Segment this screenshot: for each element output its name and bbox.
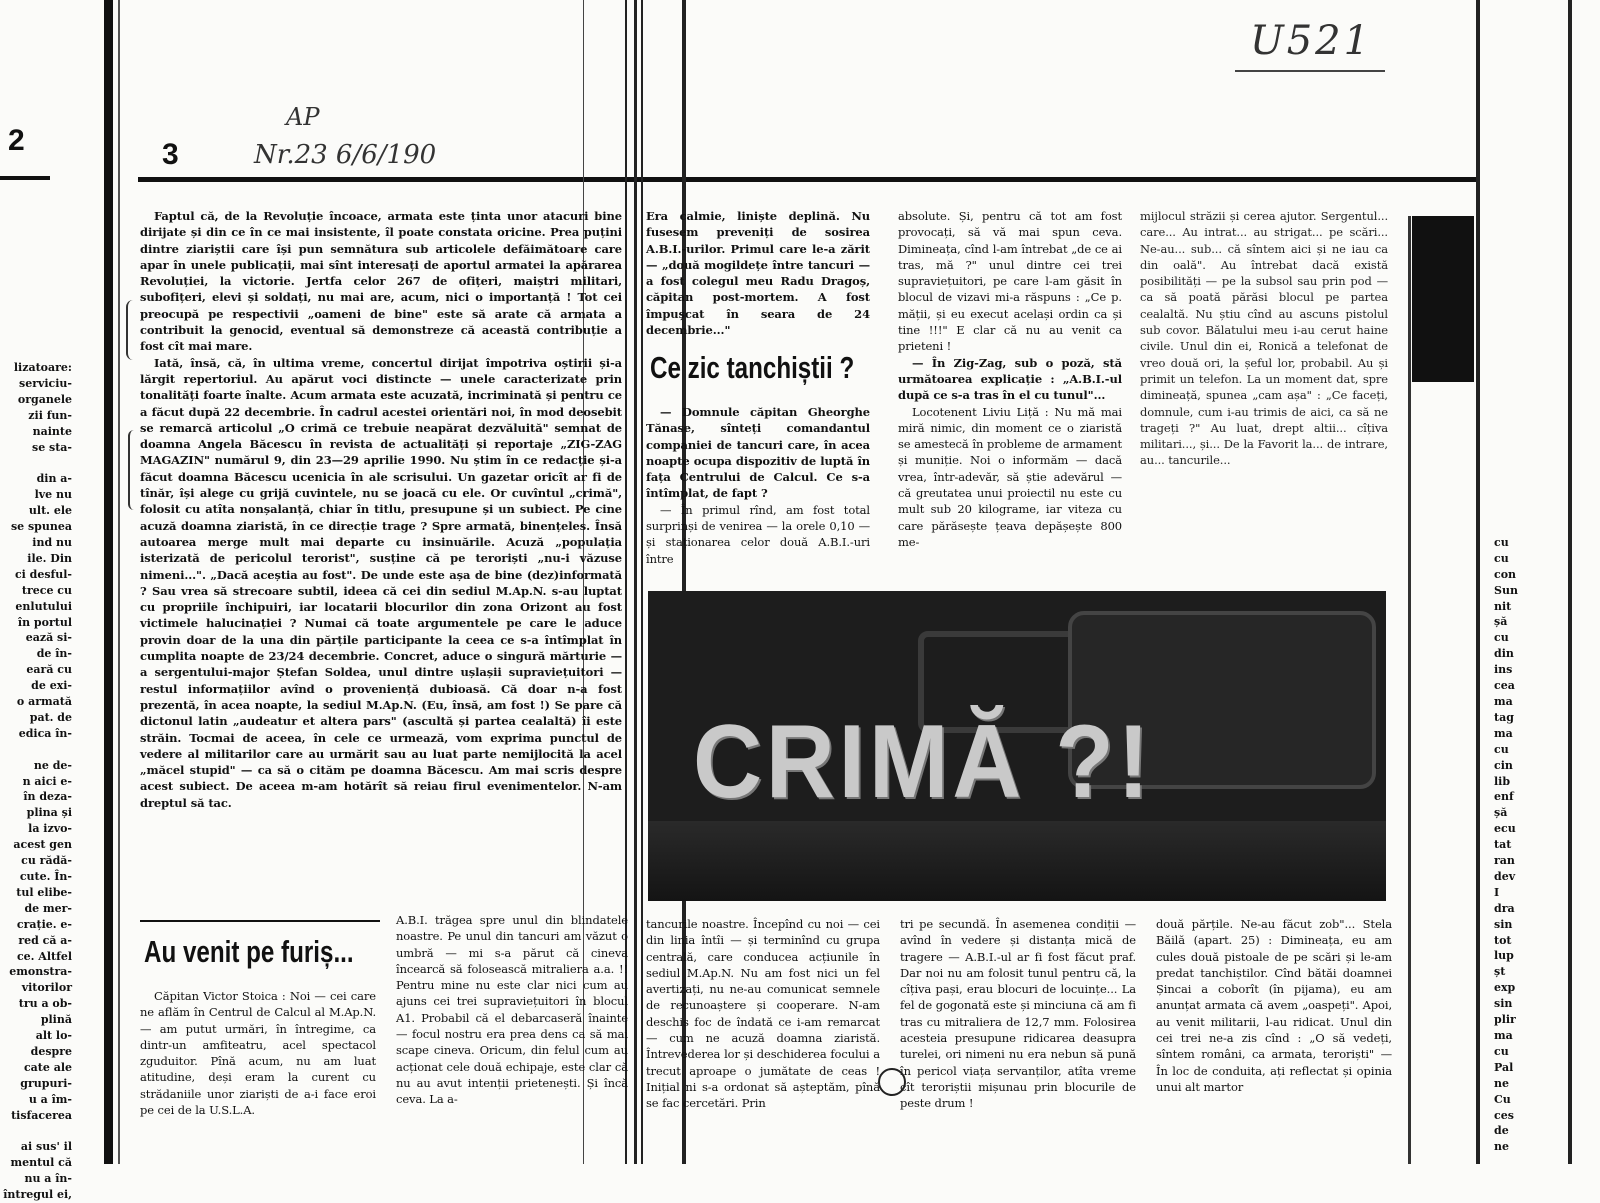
text-fragment-line	[1494, 328, 1574, 344]
text-fragment-line: ne	[1494, 1076, 1509, 1090]
text-fragment-line: Cu	[1494, 1092, 1511, 1106]
article-column-4	[1140, 208, 1388, 584]
text-fragment-line: lup	[1494, 949, 1514, 963]
text-fragment-line: pat. de	[29, 710, 72, 724]
text-fragment-line: ces	[1494, 1108, 1514, 1122]
page-gutter-line-thin	[118, 0, 120, 1164]
text-fragment-line: în deza-	[23, 790, 72, 804]
bottom-column-1	[140, 988, 376, 1164]
left-page-number: 2	[8, 124, 25, 157]
text-fragment-line	[1494, 169, 1574, 185]
text-fragment-line	[1494, 90, 1574, 106]
text-fragment-line: ai sus' il	[20, 1140, 72, 1154]
text-fragment-line: cea	[1494, 679, 1515, 693]
text-fragment-line	[1494, 296, 1574, 312]
left-page-edge	[0, 0, 112, 1202]
text-fragment-line: serviciu-	[19, 376, 72, 390]
text-fragment-line: vitorilor	[21, 981, 72, 995]
text-fragment-line: întregul ei,	[3, 1188, 72, 1202]
text-fragment-line	[1494, 233, 1574, 249]
text-fragment-line	[1494, 74, 1574, 90]
text-fragment-line: cute. În-	[19, 870, 72, 883]
right-page-text-fragment	[1494, 10, 1574, 1154]
text-fragment-line: ne	[1494, 1140, 1509, 1154]
text-fragment-line: ma	[1494, 1029, 1513, 1042]
text-fragment-line: red că a-	[18, 933, 72, 947]
text-fragment-line: enf	[1494, 790, 1514, 804]
text-fragment-line: I	[1494, 885, 1500, 899]
right-page-dark-block	[1412, 216, 1474, 382]
text-fragment-line: organele	[17, 392, 72, 406]
text-fragment-line: tul elibe-	[16, 885, 72, 899]
bottom-column-3	[646, 916, 880, 1164]
text-fragment-line: nainte	[32, 424, 72, 438]
text-fragment-line: de în-	[36, 647, 72, 661]
text-fragment-line	[1494, 249, 1574, 265]
text-fragment-line: cate ale	[23, 1060, 72, 1074]
article-paragraph: — În Zig-Zag, sub o poză, stă următoarea explicație : „A.B.I.-ul după ce s-a tras în el cu tunul"...	[898, 355, 1122, 403]
page-number: 3	[162, 138, 179, 171]
text-fragment-line: cin	[1494, 758, 1513, 772]
text-fragment-line: emonstra-	[9, 965, 72, 979]
right-page-frame	[1408, 216, 1411, 1164]
text-fragment-line: la izvo-	[28, 822, 72, 836]
text-fragment-line: lib	[1494, 774, 1511, 788]
scan-streak	[634, 0, 637, 1164]
text-fragment-line	[1494, 280, 1574, 296]
text-fragment-line: plir	[1494, 1013, 1516, 1027]
text-fragment-line	[1494, 360, 1574, 376]
text-fragment-line	[1494, 185, 1574, 201]
text-fragment-line	[1494, 201, 1574, 217]
handwritten-circle-mark	[878, 1068, 906, 1096]
text-fragment-line: Sun	[1494, 583, 1518, 597]
header-rule	[138, 177, 1478, 182]
article-paragraph: Faptul că, de la Revoluție încoace, armata este ținta unor atacuri bine dirijate și din ce în ce mai insistente, îl poate constata oricine. Prea puțini dintre ziariștii care își pun semnătura sub articolele defăimătoare care apar în unele publicații, mai sînt interesați de aportul armatei la apărarea Revoluției, la victorie. Jertfa celor 267 de ofițeri, maiștri militari, subofițeri, elevi și soldați, nu mai are, acum, nici o importanță ! Tot cei preocupă pe respectivii „oameni de bine" este să arate că armata a contribuit la genocid, eventual să demonstreze că această contribuție a fost cît mai mare.	[140, 209, 622, 354]
subheading-au-venit-pe-furis: Au venit pe furiș...	[144, 934, 354, 969]
handwritten-reference-number: U521	[1250, 18, 1373, 64]
text-fragment-line: alt lo-	[35, 1029, 72, 1043]
text-fragment-line	[1494, 217, 1574, 233]
text-fragment-line: de exi-	[31, 679, 72, 693]
text-fragment-line: o armată	[16, 695, 72, 709]
text-fragment-line: ne de-	[33, 758, 72, 772]
text-fragment-line: plina și	[26, 806, 72, 820]
article-paragraph: mijlocul străzii și cerea ajutor. Sergentul... care... Au intrat... au strigat... pe scări... Ne-au... sub... că sîntem aici și ne iau ca din oală". Au întrebat dacă există posibilități — pe la subsol sau prin pod — ca să poată părăsi blocul pe partea cealaltă. Nu știu cînd au ascuns pistolul sub covor. Bălatului meu i-au cerut haine civile. Unul din ei, Ronică a telefonat de vreo două ori, la șeful lor, probabil. Au și primit un telefon. La un moment dat, spre dimineață, spunea „cam așa" : „Ce faceți, domnule, cum i-au trimis de aici, ca să ne trageți ?" Au luat, drept altii... cîțiva militari..., și... De la Favorit la... de intrare, au... tancurile...	[1140, 209, 1388, 468]
text-fragment-line	[1494, 471, 1574, 487]
text-fragment-line: lve nu	[34, 488, 72, 502]
text-fragment-line: crație. e-	[16, 917, 72, 931]
text-fragment-line	[1494, 408, 1574, 424]
article-paragraph: tancurile noastre. Începînd cu noi — cei din linia întîi — și terminînd cu grupa centrală, care conducea acțiunile în sediul M.Ap.N. Nu am fost nici un fel avertizați, nu ne-au comunicat semnele de recunoaștere și cooperare. N-am deschis foc de îndată ce i-am remarcat — cum ne acuză doamna ziaristă. Întrevederea lor și deschiderea focului a trecut aproape o jumătate de ceas ! Inițial ni s-a ordonat să așteptăm, pînă se fac cercetări. Prin	[646, 917, 880, 1111]
text-fragment-line: șt	[1494, 965, 1506, 979]
text-fragment-line: cu	[1494, 631, 1509, 645]
text-fragment-line: ind nu	[32, 535, 72, 549]
text-fragment-line: u a îm-	[28, 1092, 72, 1106]
text-fragment-line	[1494, 439, 1574, 455]
scan-streak	[1476, 0, 1480, 1164]
text-fragment-line: ce. Altfel	[16, 949, 72, 963]
text-fragment-line	[1494, 265, 1574, 281]
text-fragment-line: cu	[1494, 742, 1509, 756]
interview-block	[646, 404, 870, 584]
article-paragraph: Căpitan Victor Stoica : Noi — cei care ne aflăm în Centrul de Calcul al M.Ap.N. — am putut urmări, în întregime, ca dintr-un amfiteatru, acel spectacol zguduitor. Pînă acum, nu am luat atitudine, deși eram la curent cu strădaniile unor ziariști de a-i face eroi pe cei de la U.S.L.A.	[140, 989, 376, 1118]
text-fragment-line: nit	[1494, 599, 1512, 613]
text-fragment-line: con	[1494, 567, 1517, 581]
handwritten-bracket-mark	[126, 300, 140, 360]
text-fragment-line: despre	[30, 1044, 72, 1058]
section-rule	[140, 920, 380, 922]
text-fragment-line: tisfacerea	[11, 1108, 72, 1122]
handwritten-issue-note: Nr.23 6/6/190	[254, 140, 437, 170]
text-fragment-line: eară cu	[26, 663, 72, 677]
text-fragment-line: cu	[1494, 551, 1509, 565]
left-page-rule	[0, 176, 50, 180]
article-paragraph: Iată, însă, că, în ultima vreme, concertul dirijat împotriva oștirii și-a lărgit repertoriul. Au apărut voci distincte — unele caracterizate prin tonalități foarte înalte. Acum armata este acuzată, incriminată și pentru ce a făcut după 22 decembrie. În cadrul acestei orientări noi, în mod deosebit se remarcă articolul „O crimă ce trebuie neapărat dezvăluită" semnat de doamna Angela Băcescu în revista de actualități și reportaje „ZIG-ZAG MAGAZIN" numărul 9, din 23—29 aprilie 1990. Nu știm în ce redacție și-a făcut doamna Băcescu ucenicia în ale scrisului. Un gazetar oricît ar fi de tînăr, își alege cu grijă cuvintele, nu se joacă cu ele. Or cuvîntul „crimă", folosit cu atîta nonșalanță, chiar în titlu, presupune și un subiect. Pe cine acuză doamna ziaristă, în ce direcție trage ? Spre armată, binențeles. Însă autoarea merge mult mai departe cu insinuările. Acuză „populația isterizată de pericolul terorist", susține că pe teroriști „nu-i văzuse nimeni...". „Dacă aceștia au fost". De unde este așa de bine (dez)informată ? Sau vrea să strecoare subtil, ideea că cei din sediul M.Ap.N. s-au luptat cu propriile închipuiri, iar locatarii blocurilor din zona Orizont au fost victimele halucinației ? Numai că toate argumentele pe care le aduce provin doar de la una din părțile participante la ceea ce s-a întîmplat în cumplita noapte de 23/24 decembrie. Concret, aduce o singură mărturie — a sergentului-major Ștefan Soldea, unul dintre ușlașii supraviețuitori — restul informațiilor avînd o proveniență dubioasă. Că doar n-a fost prezentă, în acea noapte, la sediul M.Ap.N. (Eu, însă, am fost !) Se pare că dictonul latin „audeatur et altera pars" (ascultă și partea cealaltă) îi este străin. Tocmai de aceea, în cele ce urmează, vom exprima punctul de vedere al militarilor care au urmărit sau au luat parte nemijlocită la acel „măcel stupid" — ca să o cităm pe doamna Băcescu. Am mai scris despre acest subiect. De aceea m-am hotărît să reiau firul evenimentelor. N-am dreptul să tac.	[140, 355, 622, 810]
text-fragment-line: edica în-	[18, 726, 72, 740]
text-fragment-line: tot	[1494, 933, 1512, 947]
article-paragraph: Locotenent Liviu Liță : Nu mă mai miră nimic, din moment ce o ziaristă se amestecă în probleme de armament și muniție. Noi o informăm — dacă vrea, într-adevăr, să știe adevărul — că greutatea unui proiectil nu este cu mult sub 20 kilograme, iar viteza cu care părăsește țeava depășește 800 me-	[898, 404, 1122, 549]
text-fragment-line	[1494, 10, 1574, 26]
article-paragraph: tri pe secundă. În asemenea condiții — avînd în vedere și distanța mică de tragere — A.B.I.-ul ar fi fost făcut praf. Dar noi nu am folosit tunul pentru că, la cîțiva pași, erau blocuri de locuințe... La fel de gogonată este și minciuna că am fi tras cu mitraliera de 12,7 mm. Folosirea acesteia presupune ridicarea deasupra turelei, ori nimeni nu era nebun să pună în pericol viața servanților, atîta vreme cît teroriștii mișunau prin blocurile de peste drum !	[900, 917, 1136, 1111]
text-fragment-line: tag	[1494, 710, 1514, 724]
subheading-ce-zic-tanchistii: Ce zic tanchiștii ?	[650, 350, 855, 385]
text-fragment-line: dev	[1494, 869, 1516, 883]
photo-overlay-title: CRIMĂ ?!	[693, 704, 1153, 820]
text-fragment-line	[1494, 519, 1574, 535]
left-page-text-fragment	[0, 360, 72, 1202]
text-fragment-line: se spunea	[10, 520, 72, 534]
text-fragment-line: din	[1494, 647, 1514, 661]
text-fragment-line: ran	[1494, 854, 1515, 868]
text-fragment-line: sin	[1494, 917, 1513, 931]
text-fragment-line	[1494, 58, 1574, 74]
text-fragment-line: n aici e-	[22, 774, 72, 788]
text-fragment-line: ează si-	[25, 631, 72, 645]
text-fragment-line	[1494, 42, 1574, 58]
text-fragment-line: trece cu	[21, 583, 72, 597]
text-fragment-line	[1494, 424, 1574, 440]
text-fragment-line	[1494, 503, 1574, 519]
text-fragment-line: în portul	[17, 615, 72, 629]
text-fragment-line: ma	[1494, 694, 1513, 708]
text-fragment-line: nu a în-	[24, 1172, 72, 1186]
article-paragraph: A.B.I. trăgea spre unul din blindatele noastre. Pe unul din tancuri am văzut o umbră — mi s-a părut că cineva încearcă să folosească mitraliera a.a. !! Pentru mine nu este clar nici cum au ajuns cei trei supraviețuitori în blocul A1. Probabil că el debarcaseră înainte — focul nostru era prea dens ca să mai scape cineva. Oricum, din felul cum au acționat cele două echipaje, este clar că nu au avut intenții prietenești. Și încă ceva. La a-	[396, 913, 628, 1107]
interview-answer: — În primul rînd, am fost total surprinși de venirea — la orele 0,10 — și staționarea celor două A.B.I.-uri între	[646, 502, 870, 566]
text-fragment-line: enlutului	[15, 599, 72, 613]
text-fragment-line: Pal	[1494, 1060, 1514, 1074]
text-fragment-line	[0, 1124, 72, 1140]
handwritten-underline	[1235, 70, 1385, 72]
text-fragment-line: sin	[1494, 997, 1513, 1011]
article-paragraph: absolute. Și, pentru că tot am fost provocați, să vă mai spun ceva. Dimineața, cînd l-am întrebat „de ce ai tras, mă ?" unul dintre cei trei supraviețuitori, pe care l-am găsit în blocul de vizavi mi-a răspuns : „Ce p. mății, și eu execut același ordin ca și tine !!!" E clar că nu au venit ca prieteni !	[898, 209, 1122, 354]
page-gutter-line	[104, 0, 113, 1164]
article-column-1	[140, 208, 622, 908]
text-fragment-line	[0, 455, 72, 471]
article-paragraph: două părțile. Ne-au făcut zob"... Stela Băilă (apart. 25) : Dimineața, eu am cules două pistoale de pe scări și le-am predat tanchiștilor. Cînd bătăi doamnei Șincai a coborît (în pijama), eu am anunțat armata că avem „oaspeți". Apoi, au venit militarii, l-au ridicat. Unul din cei trei ne-a zis cînd : „O să vedeți, sîntem români, ca armata, teroriști" — În loc de conduita, ați reflectat și opinia unui alt martor	[1156, 917, 1392, 1094]
text-fragment-line: cu rădă-	[21, 854, 72, 868]
text-fragment-line	[1494, 376, 1574, 392]
handwritten-bracket-mark	[128, 430, 140, 510]
text-fragment-line: se sta-	[32, 440, 72, 454]
text-fragment-line: grupuri-	[20, 1076, 72, 1090]
text-fragment-line: zii fun-	[28, 408, 72, 422]
text-fragment-line	[1494, 26, 1574, 42]
text-fragment-line	[0, 742, 72, 758]
text-fragment-line: lizatoare:	[13, 361, 72, 374]
text-fragment-line	[1494, 392, 1574, 408]
interview-question: — Domnule căpitan Gheorghe Tănase, sînteți comandantul companiei de tancuri care, în acea noapte ocupa dispozitiv de luptă în fața Centrului de Calcul. Ce s-a întîmplat, de fapt ?	[646, 405, 870, 501]
text-fragment-line: tat	[1494, 838, 1512, 852]
bottom-column-4	[900, 916, 1136, 1164]
text-fragment-line: de mer-	[24, 901, 72, 915]
text-fragment-line: dra	[1494, 901, 1515, 915]
article-column-3	[898, 208, 1122, 584]
text-fragment-line: cu	[1494, 535, 1509, 549]
text-fragment-line	[1494, 137, 1574, 153]
text-fragment-line	[1494, 153, 1574, 169]
text-fragment-line: tru a ob-	[18, 997, 72, 1011]
text-fragment-line: ins	[1494, 663, 1513, 677]
article-paragraph: Era calmie, liniște deplină. Nu fusesem preveniți de sosirea A.B.I.-urilor. Primul care le-a zărit — „două mogildețe între tancuri — a fost colegul meu Radu Dragoș, căpitan post-mortem. A fost împușcat în seara de 24 decembrie..."	[646, 209, 870, 338]
text-fragment-line: ma	[1494, 726, 1513, 740]
scan-streak	[641, 0, 643, 1164]
text-fragment-line: ci desful-	[14, 567, 72, 581]
text-fragment-line: ecu	[1494, 822, 1516, 836]
text-fragment-line: din a-	[36, 472, 72, 486]
text-fragment-line	[1494, 121, 1574, 137]
text-fragment-line: de	[1494, 1124, 1509, 1138]
text-fragment-line	[1494, 105, 1574, 121]
text-fragment-line: exp	[1494, 981, 1516, 995]
article-column-2	[646, 208, 870, 338]
bottom-column-5	[1156, 916, 1392, 1164]
text-fragment-line	[1494, 455, 1574, 471]
text-fragment-line	[1494, 312, 1574, 328]
article-photo	[648, 591, 1386, 901]
text-fragment-line: șă	[1494, 806, 1508, 820]
text-fragment-line: plină	[40, 1013, 72, 1027]
text-fragment-line: ile. Din	[27, 551, 72, 565]
text-fragment-line	[1494, 487, 1574, 503]
text-fragment-line	[1494, 344, 1574, 360]
text-fragment-line: șă	[1494, 615, 1508, 629]
text-fragment-line: cu	[1494, 1044, 1509, 1058]
text-fragment-line: mentul că	[10, 1156, 72, 1170]
photo-rubble	[648, 821, 1386, 901]
bottom-column-2	[396, 912, 628, 1164]
text-fragment-line: ult. ele	[28, 504, 72, 518]
text-fragment-line: acest gen	[13, 838, 72, 852]
handwritten-archive-mark: AP	[286, 103, 320, 131]
